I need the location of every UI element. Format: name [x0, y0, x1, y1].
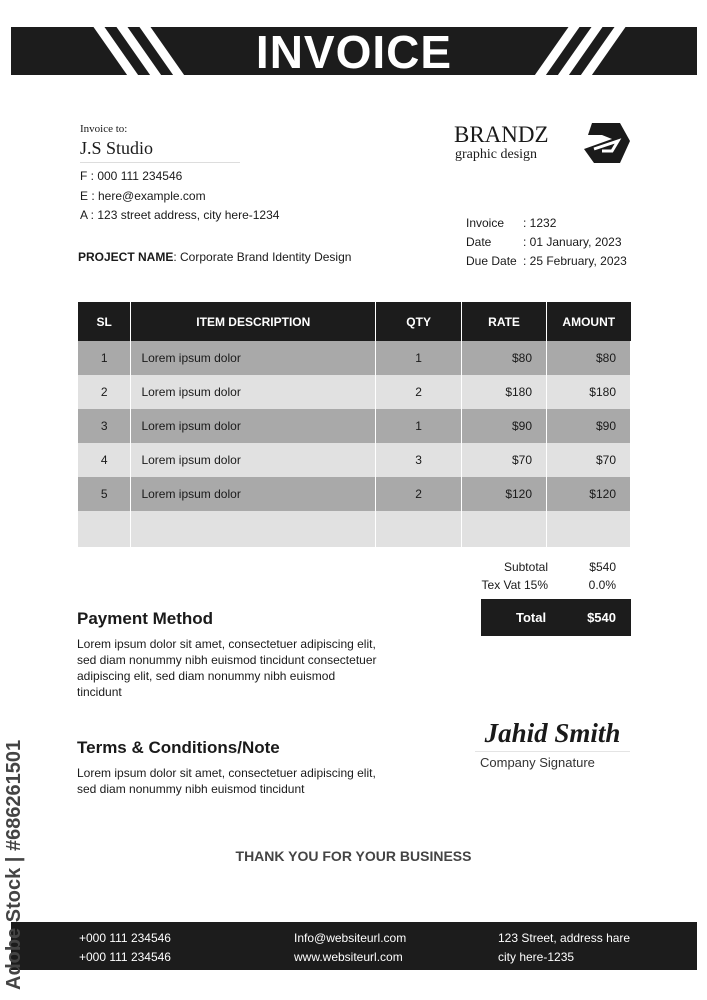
subtotal-value: $540: [589, 560, 616, 574]
cell: Lorem ipsum dolor: [131, 341, 376, 375]
table-row: [78, 341, 631, 375]
footer-phone: +000 111 234546: [79, 931, 171, 945]
cell: 2: [78, 375, 131, 409]
client-name: J.S Studio: [80, 138, 240, 163]
brand-logo-icon: [582, 121, 632, 165]
invoice-date: : 01 January, 2023: [523, 235, 622, 249]
project-name: [78, 250, 351, 264]
col-header: QTY: [376, 302, 462, 341]
footer-email[interactable]: Info@websiteurl.com: [294, 931, 407, 945]
table-row: [78, 477, 631, 511]
invoice-to-label: Invoice to:: [80, 123, 128, 135]
cell: $70: [547, 443, 631, 477]
cell: 3: [376, 443, 462, 477]
due-date: : 25 February, 2023: [523, 254, 627, 268]
vat-value: 0.0%: [588, 578, 616, 592]
cell: 1: [376, 409, 462, 443]
table-row: [78, 375, 631, 409]
vat-label: Tex Vat 15%: [481, 578, 548, 592]
col-header: AMOUNT: [547, 302, 631, 341]
cell: 2: [376, 375, 462, 409]
invoice-title: INVOICE: [255, 27, 453, 75]
cell: $180: [547, 375, 631, 409]
meta-label: Date: [466, 235, 492, 249]
col-header: SL: [78, 302, 131, 341]
footer-bar: [11, 922, 697, 970]
terms-title: Terms & Conditions/Note: [77, 738, 280, 757]
cell: $70: [462, 443, 547, 477]
cell: 4: [78, 443, 131, 477]
cell: Lorem ipsum dolor: [131, 443, 376, 477]
table-row-empty: [78, 511, 631, 547]
brand-tagline: graphic design: [455, 147, 538, 162]
stock-watermark: Adobe Stock | #686261501: [3, 739, 25, 990]
invoice-header-bar: [11, 27, 697, 75]
payment-method-title: Payment Method: [77, 609, 214, 628]
cell: $120: [547, 477, 631, 511]
cell: 1: [78, 341, 131, 375]
project-value: : Corporate Brand Identity Design: [173, 250, 352, 264]
cell: $80: [462, 341, 547, 375]
thank-you-message: THANK YOU FOR YOUR BUSINESS: [235, 848, 472, 864]
cell: 1: [376, 341, 462, 375]
cell: $90: [547, 409, 631, 443]
cell: 3: [78, 409, 131, 443]
footer-phones: [79, 929, 171, 967]
client-email: E : here@example.com: [80, 189, 206, 203]
cell: 5: [78, 477, 131, 511]
payment-method-text: Lorem ipsum dolor sit amet, consectetuer adipiscing elit, sed diam nonummy nibh euismod tincidunt consectetuer adipiscing elit, sed diam nonummy nibh euismod tincidunt: [77, 637, 377, 699]
terms-text: Lorem ipsum dolor sit amet, consectetuer adipiscing elit, sed diam nonummy nibh euismod tincidunt: [77, 766, 376, 796]
cell: $80: [547, 341, 631, 375]
total-value: $540: [587, 610, 616, 625]
cell: $120: [462, 477, 547, 511]
invoice-number: : 1232: [523, 216, 557, 230]
meta-label: Invoice: [466, 216, 505, 230]
total-label: Total: [516, 610, 547, 625]
cell: Lorem ipsum dolor: [131, 477, 376, 511]
signature-label: Company Signature: [480, 755, 595, 770]
signature: Jahid Smith: [475, 718, 630, 752]
footer-contact: [294, 929, 406, 967]
footer-phone: +000 111 234546: [79, 950, 171, 964]
cell: Lorem ipsum dolor: [131, 409, 376, 443]
client-fax: F : 000 111 234546: [80, 169, 183, 183]
col-header: RATE: [462, 302, 547, 341]
brand-name: BRANDZ: [454, 122, 549, 147]
meta-label: Due Date: [466, 254, 517, 268]
footer-address-line: city here-1235: [498, 950, 575, 964]
project-label: PROJECT NAME: [78, 250, 174, 264]
cell: $90: [462, 409, 547, 443]
client-address: A : 123 street address, city here-1234: [80, 208, 280, 222]
footer-address: [498, 929, 630, 967]
cell: 2: [376, 477, 462, 511]
total-box: [481, 599, 631, 636]
items-table: [78, 302, 631, 547]
footer-website[interactable]: www.websiteurl.com: [294, 950, 403, 964]
invoice-meta: [466, 214, 627, 271]
footer-address-line: 123 Street, address hare: [498, 931, 631, 945]
table-header-row: [78, 302, 631, 341]
table-row: [78, 443, 631, 477]
cell: $180: [462, 375, 547, 409]
cell: Lorem ipsum dolor: [131, 375, 376, 409]
table-row: [78, 409, 631, 443]
subtotal-label: Subtotal: [503, 560, 548, 574]
col-header: ITEM DESCRIPTION: [131, 302, 376, 341]
